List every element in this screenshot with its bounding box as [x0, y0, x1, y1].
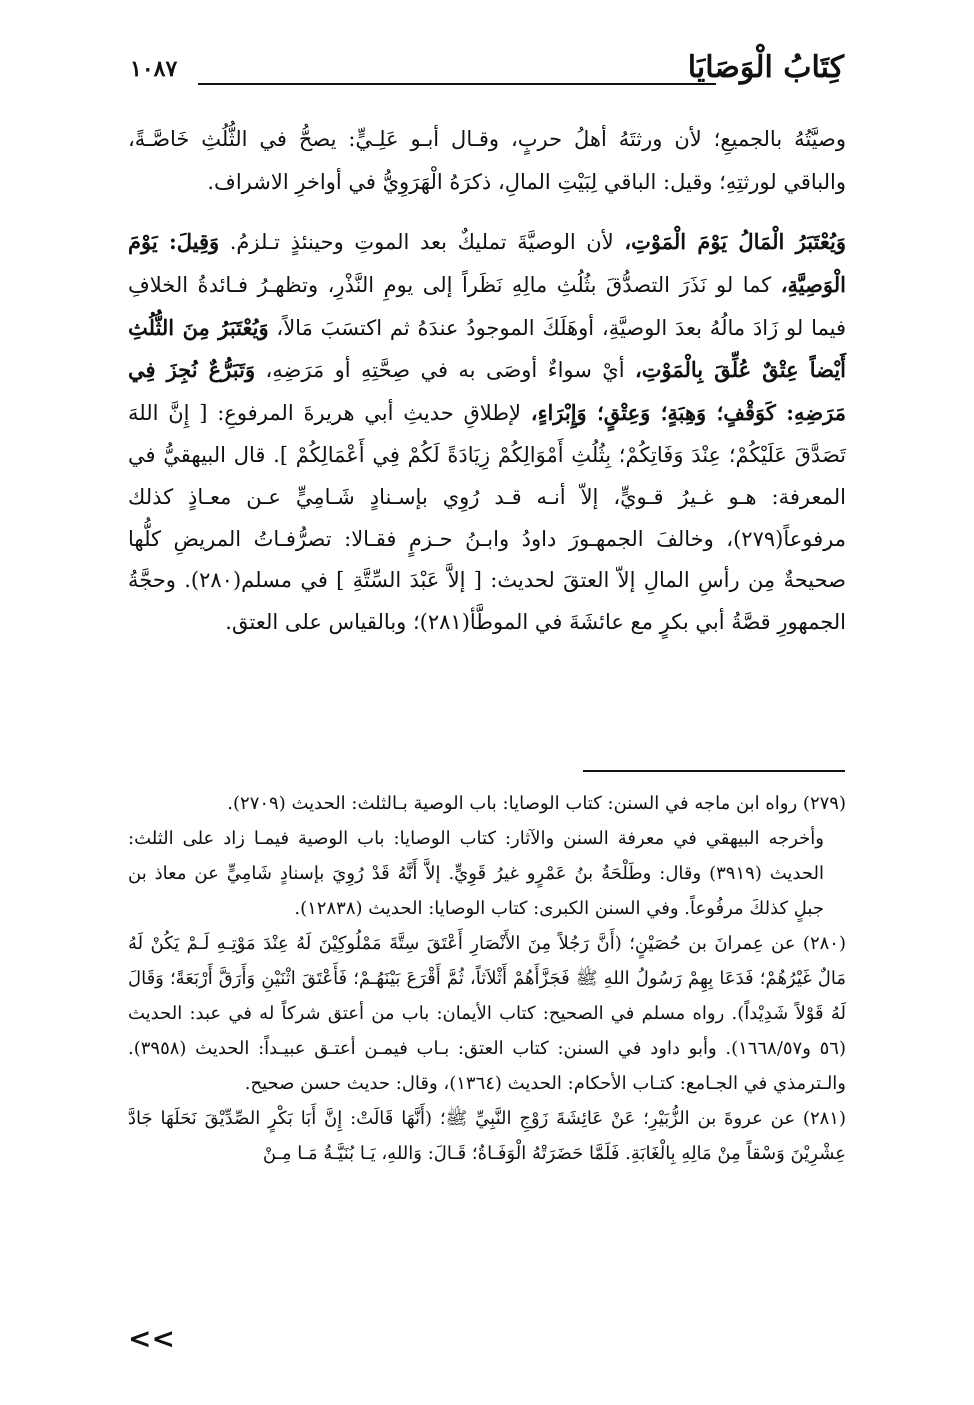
sharh-text: أيْ سواءٌ أوصَى به في صِحَّتِهِ أو مَرَضِهِ،	[255, 358, 635, 383]
footnote-separator	[583, 770, 845, 772]
footnotes	[128, 786, 846, 1171]
continuation-marker: <<	[128, 1322, 175, 1355]
sharh-text: لأن الوصيَّةَ تمليكٌ بعد الموتِ وحينئذٍ تـلزمُ.	[219, 230, 625, 254]
page-header	[130, 50, 844, 90]
matn-text: وَتَبَرُّعٌ نُجِزَ فِي مَرَضِهِ: كَوَقْفٍ؛ وَهِبَةٍ؛ وَعِتْقٍ؛ وَإِبْرَاءٍ،	[128, 357, 846, 426]
page-number: ١٠٨٧	[130, 56, 178, 82]
running-title: كِتَابُ الْوَصَايَا	[687, 50, 844, 85]
matn-text: وَقِيلَ: يَوْمَ الْوَصِيَّةِ،	[128, 229, 846, 297]
paragraph-2	[128, 221, 846, 644]
matn-text: وَيُعْتَبَرُ الْمَالُ يَوْمَ الْمَوْتِ،	[624, 229, 846, 254]
paragraph-1: وصيَّتُهُ بالجميعِ؛ لأن ورثتَهُ أهلُ حربٍ، وقـال أبـو عَلِـيٍّ: يصحُّ في الثُّلُثِ خَاصَّـةً، والباقي لورثتِهِ؛ وقيل: الباقي لِبَيْتِ المالِ، ذكرَهُ الْهَرَوِيُّ في أواخرِ الاشراف.	[128, 127, 846, 194]
sharh-text: كما لو نَذَرَ التصدُّقَ بثُلُثِ مالِهِ نَظَراً إلى يومِ النَّذْرِ، وتظهـرُ فـائدةُ الخلافِ فيما لو زَادَ مالُهُ بعدَ الوصيَّةِ، أوهَلَكَ الموجودُ عندَهُ ثم اكتسَبَ مَالاً،	[128, 272, 846, 340]
footnote-279-line: (٢٧٩) رواه ابن ماجه في السنن: كتاب الوصايا: باب الوصية بـالثلث: الحديث (٢٧٠٩).	[227, 793, 846, 814]
footnote-280: (٢٨٠) عن عِمرانَ بن حُصَيْنٍ؛ (أَنَّ رَجُلاً مِنَ الأَنْصَارِ أَعْتَقَ سِتَّةَ مَمْلُوكِيْنَ لَهُ عِنْدَ مَوْتِـهِ لَـمْ يَكُنْ لَهُ مَالٌ غَيْرُهُمْ؛ فَدَعَا بِهِمْ رَسُولُ اللهِ ﷺ فَجَزَّأَهُمْ أَثْلاَثاً، ثُمَّ أَقْرَعَ بَيْنَهُـمْ؛ فَأَعْتَقَ اثْنَيْنِ وَأَرَقَّ أَرْبَعَةً؛ وَقَالَ لَهُ قَوْلاً شَدِيْداً). رواه مسلم في الصحيح: كتاب الأيمان: باب من أعتق شركاً له في عبد: الحديث (٥٦ و١٦٦٨/٥٧). وأبو داود في السنن: كتاب العتق: بـاب فيمـن أعتـق عبيـداً: الحديث (٣٩٥٨). والـترمذي في الجـامع: كتـاب الأحكام: الحديث (١٣٦٤)، وقال: حديث حسن صحيح.	[128, 933, 846, 1094]
main-text	[128, 118, 846, 644]
header-rule	[198, 83, 716, 85]
matn-text: وَيُعْتَبَرُ مِنَ الثُّلُثِ أَيْضاً عِتْقٌ عُلِّقَ بِالْمَوْتِ،	[128, 314, 846, 383]
sharh-text: لإطلاقِ حديثِ أبي هريرةَ المرفوعِ: [ إِنَّ اللهَ تَصَدَّقَ عَلَيْكُمْ؛ عِنْدَ وَفَاتِكُمْ؛ بِثُلُثِ أَمْوَالِكُمْ زِيَادَةً لَكُمْ فِي أَعْمَالِكُمْ ]. قال البيهقيُّ في المعرفة: هـو غـيرُ قـويٍّ، إلاّ أنـه قـد رُوِي بإسـنادٍ شَـامِيٍّ عـن معـاذٍ كذلك مرفوعاً(٢٧٩)، وخالفَ الجمهـورَ داودُ وابـنُ حـزمٍ فقـالا: تصرُّفـاتُ المريضِ كلُّها صحيحةٌ مِن رأسِ المالِ إلاّ العتقَ لحديث: [ إلاَّ عَبْدَ السِّتَّةِ ] في مسلم(٢٨٠). وحجَّةُ الجمهورِ قصَّةُ أبي بكرٍ مع عائشَةَ في الموطَّأ(٢٨١)؛ وبالقياس على العتق.	[128, 401, 847, 635]
footnote-281: (٢٨١) عن عروةَ بن الزُّبَيْرِ؛ عَنْ عَائِشَةَ زَوْجِ النَّبِيِّ ﷺ؛ (أَنَّهَا قَالَتْ: إِنَّ أَبَا بَكْرٍ الصِّدِّيْقَ نَحَلَهَا جَادَّ عِشْرِيْنَ وَسْقاً مِنْ مَالِهِ بِالْغَابَةِ. فَلَمَّا حَضَرَتْهُ الْوَفَـاةُ؛ قَـالَ: وَاللهِ، يَـا بُنَيَّـةُ مَـا مِـنْ	[128, 1108, 846, 1164]
footnote-279-body: وأخرجه البيهقي في معرفة السنن والآثار: كتاب الوصايا: باب الوصية فيمـا زاد على الثلث: الحديث (٣٩١٩) وقال: وطَلْحَةُ بنُ عَمْرٍو غيرُ قَوِيٍّ. إلاَّ أَنَّهُ قَدْ رُوِيَ بإسنادٍ شَامِيٍّ عن معاذ بن جبلٍ كذلكَ مرفُوعاً. وفي السنن الكبرى: كتاب الوصايا: الحديث (١٢٨٣٨).	[128, 828, 824, 919]
